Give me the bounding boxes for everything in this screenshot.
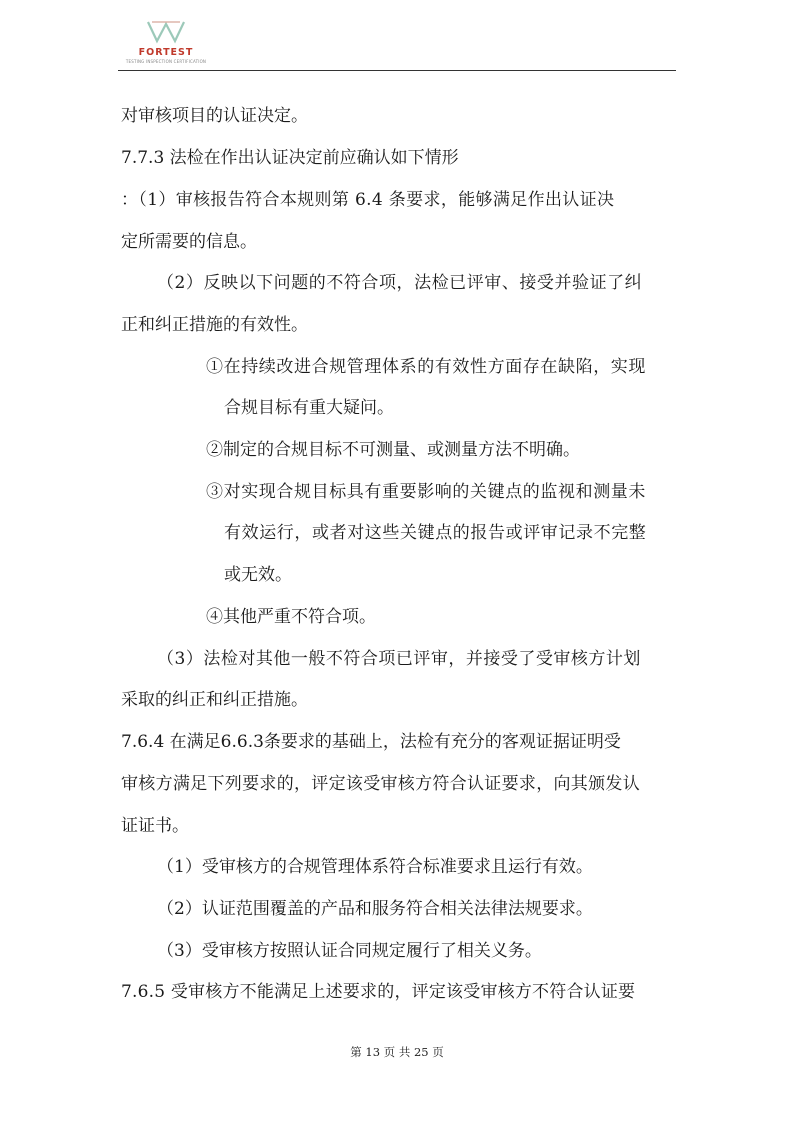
list-item: ④其他严重不符合项。 (206, 607, 376, 627)
list-item: ①在持续改进合规管理体系的有效性方面存在缺陷，实现 (206, 357, 646, 377)
list-item: ③对实现合规目标具有重要影响的关键点的监视和测量未 (206, 482, 646, 502)
list-item: （2）认证范围覆盖的产品和服务符合相关法律法规要求。 (157, 899, 593, 919)
text-line: 证证书。 (121, 816, 189, 836)
text-line: 有效运行，或者对这些关键点的报告或评审记录不完整 (224, 523, 647, 543)
list-item: ②制定的合规目标不可测量、或测量方法不明确。 (206, 440, 580, 460)
logo-mark-icon (146, 20, 186, 44)
text-line: （3）法检对其他一般不符合项已评审，并接受了受审核方计划 (157, 649, 641, 669)
text-line: （2）反映以下问题的不符合项，法检已评审、接受并验证了纠 (157, 273, 643, 293)
text-line: ：（1）审核报告符合本规则第 6.4 条要求，能够满足作出认证决 (121, 190, 615, 210)
text-line: 对审核项目的认证决定。 (121, 106, 308, 126)
logo-tagline: TESTING INSPECTION CERTIFICATION (125, 59, 207, 64)
section-heading: 7.6.5 受审核方不能满足上述要求的，评定该受审核方不符合认证要 (121, 982, 636, 1002)
text-line: 或无效。 (224, 565, 292, 585)
page-number: 第 13 页 共 25 页 (350, 1045, 444, 1059)
section-heading: 7.7.3 法检在作出认证决定前应确认如下情形 (121, 148, 459, 168)
list-item: （1）受审核方的合规管理体系符合标准要求且运行有效。 (157, 857, 593, 877)
text-line: 正和纠正措施的有效性。 (121, 315, 308, 335)
header-divider (118, 70, 676, 71)
logo-name: FORTEST (138, 47, 194, 58)
text-line: 合规目标有重大疑问。 (224, 398, 394, 418)
text-line: 采取的纠正和纠正措施。 (121, 690, 308, 710)
text-line: 审核方满足下列要求的，评定该受审核方符合认证要求，向其颁发认 (121, 774, 640, 794)
list-item: （3）受审核方按照认证合同规定履行了相关义务。 (157, 941, 542, 961)
text-line: 定所需要的信息。 (121, 232, 257, 252)
company-logo (118, 20, 214, 66)
section-heading: 7.6.4 在满足6.6.3条要求的基础上，法检有充分的客观证据证明受 (121, 732, 621, 752)
